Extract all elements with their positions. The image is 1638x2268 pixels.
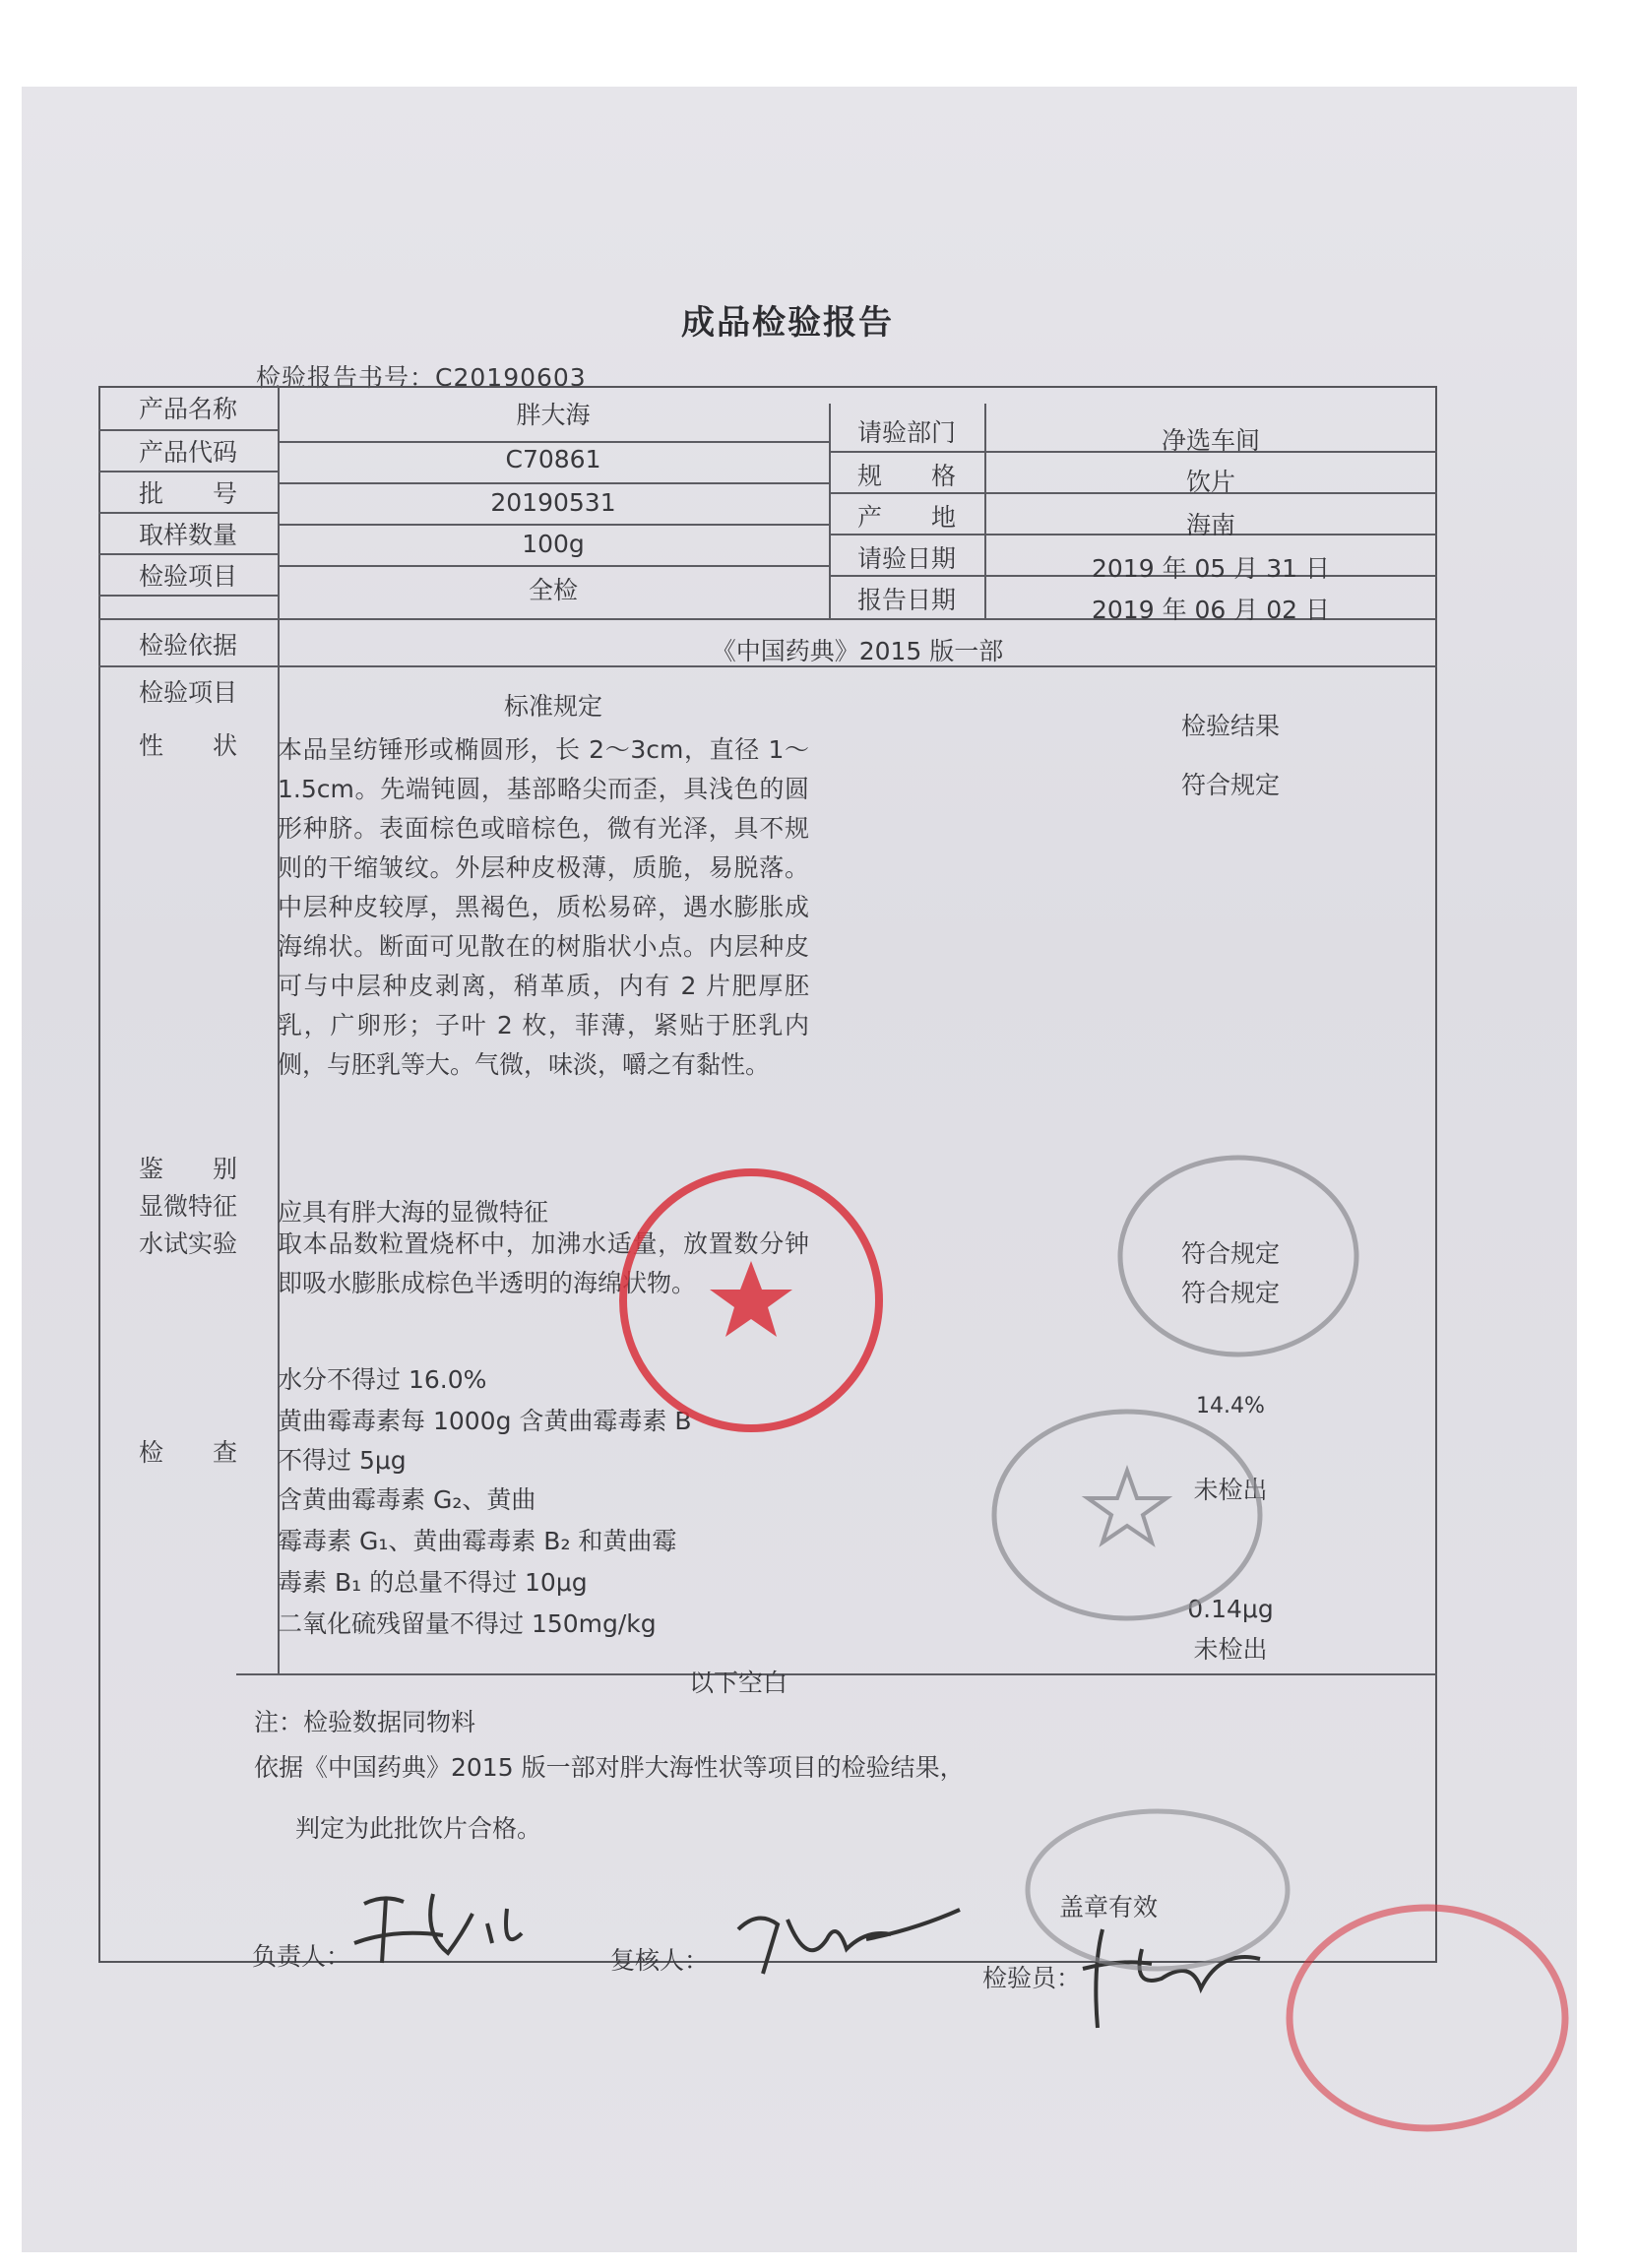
row-rule	[278, 482, 829, 484]
identification-standard-1: 应具有胖大海的显微特征	[278, 1198, 549, 1227]
reviewer-signature	[719, 1890, 975, 1988]
item-column-header: 检验项目	[138, 678, 237, 707]
responsible-signature	[325, 1874, 561, 1983]
responsible-label: 负责人：	[252, 1942, 351, 1971]
row-rule	[98, 512, 278, 514]
water-test-label: 水试实验	[138, 1229, 237, 1258]
gray-quality-stamp	[984, 1402, 1270, 1628]
sample-qty-value: 100g	[522, 530, 585, 558]
check-result-moisture: 14.4%	[1196, 1394, 1265, 1418]
row-rule	[98, 553, 278, 555]
report-date-label: 报告日期	[856, 586, 956, 614]
row-rule	[98, 595, 278, 597]
spec-value: 饮片	[1185, 468, 1235, 496]
product-name-value: 胖大海	[516, 401, 591, 429]
stamp-valid-note: 盖章有效	[1059, 1893, 1159, 1922]
row-rule	[98, 471, 278, 472]
identification-result-2: 符合规定	[1180, 1279, 1280, 1307]
batch-label: 批 号	[138, 479, 237, 508]
character-label: 性 状	[138, 731, 237, 760]
check-standard-aflatoxin-total-3: 毒素 B₁ 的总量不得过 10μg	[278, 1568, 588, 1597]
check-result-so2: 未检出	[1193, 1635, 1268, 1664]
red-quality-stamp	[608, 1158, 894, 1443]
check-standard-aflatoxin-b1-limit: 不得过 5μg	[278, 1446, 407, 1475]
inspector-label: 检验员：	[982, 1964, 1082, 1992]
report-number-value: C20190603	[435, 363, 587, 392]
row-rule	[278, 524, 829, 526]
gray-valid-stamp	[1020, 1801, 1295, 1979]
identification-standard-2: 取本品数粒置烧杯中，加沸水适量，放置数分钟即吸水膨胀成棕色半透明的海绵状物。	[278, 1229, 809, 1297]
check-label: 检 查	[138, 1438, 237, 1467]
report-title: 成品检验报告	[681, 303, 894, 343]
conclusion-line-1: 依据《中国药典》2015 版一部对胖大海性状等项目的检验结果，	[254, 1753, 965, 1782]
report-number-label: 检验报告书号：	[256, 363, 436, 392]
row-rule	[278, 441, 829, 443]
basis-label: 检验依据	[138, 631, 237, 660]
identification-result-1: 符合规定	[1180, 1239, 1280, 1268]
origin-label: 产 地	[856, 503, 956, 532]
check-standard-aflatoxin-total-2: 霉毒素 G₁、黄曲霉毒素 B₂ 和黄曲霉	[278, 1527, 677, 1555]
test-item-value: 全检	[528, 576, 578, 604]
gray-oval-stamp	[1110, 1148, 1366, 1364]
basis-value: 《中国药典》2015 版一部	[711, 637, 1004, 665]
spec-label: 规 格	[856, 462, 956, 490]
check-standard-aflatoxin-total-1: 含黄曲霉毒素 G₂、黄曲	[278, 1485, 536, 1514]
row-rule	[278, 565, 829, 567]
batch-value: 20190531	[490, 488, 616, 517]
check-result-aflatoxin-total: 0.14μg	[1187, 1595, 1274, 1623]
reviewer-label: 复核人：	[610, 1946, 710, 1975]
request-dept-value: 净选车间	[1161, 426, 1260, 455]
check-standard-so2: 二氧化硫残留量不得过 150mg/kg	[278, 1609, 657, 1638]
check-standard-moisture: 水分不得过 16.0%	[278, 1365, 487, 1394]
request-date-value: 2019 年 05 月 31 日	[1092, 554, 1330, 583]
blank-below-note: 以下空白	[688, 1669, 788, 1697]
product-code-label: 产品代码	[138, 438, 237, 467]
product-code-value: C70861	[505, 445, 601, 473]
standard-column-header: 标准规定	[503, 692, 602, 721]
identification-label: 鉴 别	[138, 1155, 237, 1183]
sample-qty-label: 取样数量	[138, 521, 237, 549]
result-column-header: 检验结果	[1180, 712, 1280, 740]
report-date-value: 2019 年 06 月 02 日	[1092, 596, 1330, 624]
check-standard-aflatoxin-b1: 黄曲霉毒素每 1000g 含黄曲霉毒素 B	[278, 1407, 692, 1435]
character-standard: 本品呈纺锤形或椭圆形，长 2～3cm，直径 1～1.5cm。先端钝圆，基部略尖而歪，具浅色的圆形种脐。表面棕色或暗棕色，微有光泽，具不规则的干缩皱纹。外层种皮极薄，质脆，易脱落。中层种皮较厚，黑褐色，质松易碎，遇水膨胀成海绵状。断面可见散在的树脂状小点。内层种皮可与中层种皮剥离，稍革质，内有 2 片肥厚胚乳，广卵形；子叶 2 枚，菲薄，紧贴于胚乳内侧，与胚乳等大。气微，味淡，嚼之有黏性。	[278, 735, 809, 1079]
origin-value: 海南	[1185, 511, 1235, 539]
microscopic-label: 显微特征	[138, 1192, 237, 1221]
check-result-aflatoxin-b1: 未检出	[1193, 1476, 1268, 1504]
test-item-label: 检验项目	[138, 562, 237, 591]
row-rule	[98, 429, 278, 431]
conclusion-line-2: 判定为此批饮片合格。	[295, 1814, 542, 1843]
data-note: 注：检验数据同物料	[254, 1708, 476, 1736]
request-date-label: 请验日期	[856, 544, 956, 573]
character-result: 符合规定	[1180, 771, 1280, 799]
request-dept-label: 请验部门	[856, 418, 956, 447]
red-corner-stamp	[1280, 1900, 1575, 2136]
product-name-label: 产品名称	[138, 395, 237, 423]
